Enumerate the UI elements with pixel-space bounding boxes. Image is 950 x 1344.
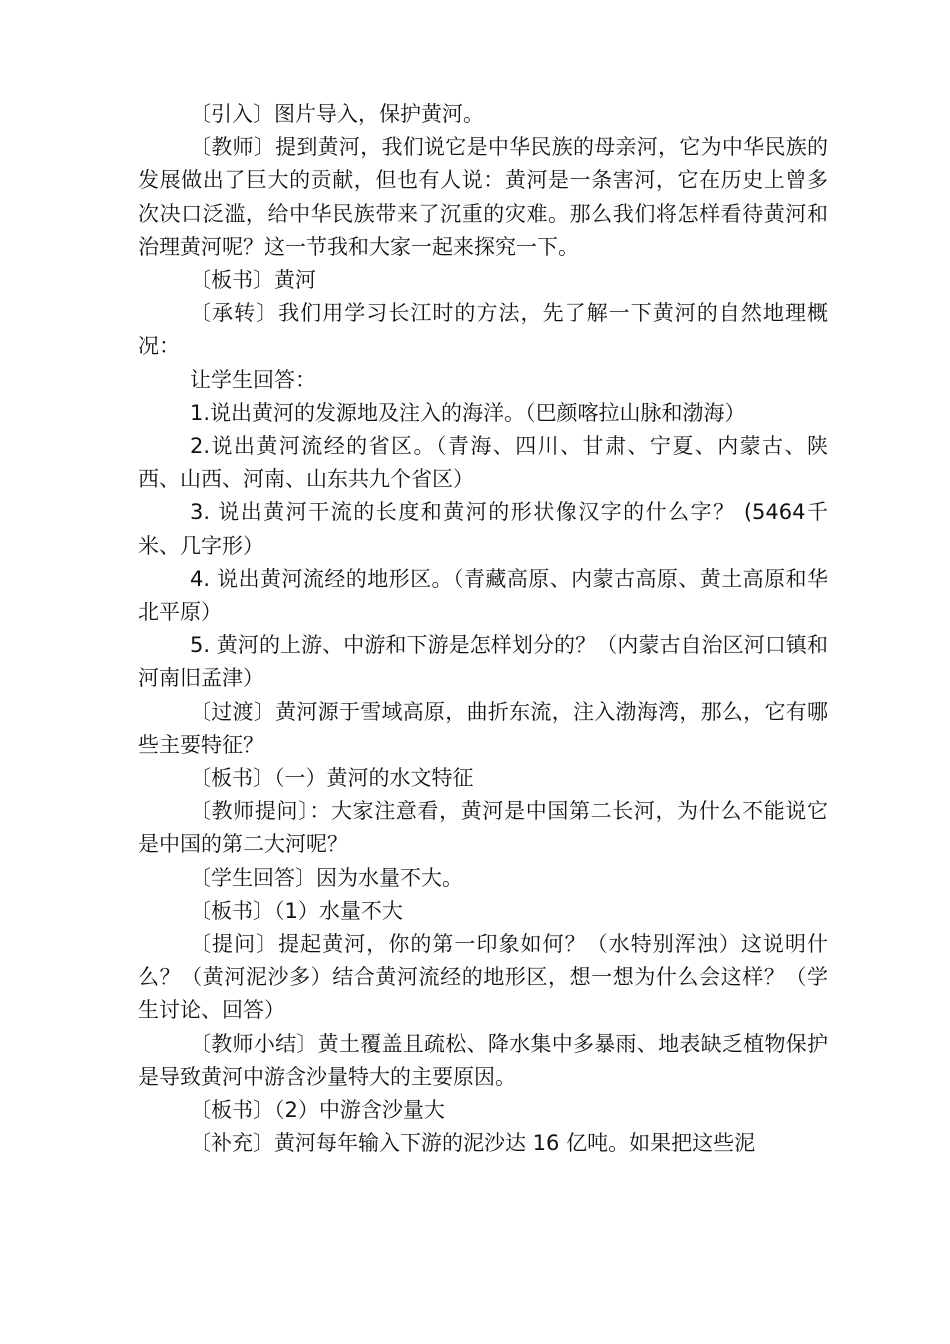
paragraph-student-reply: 〔学生回答〕因为水量不大。 bbox=[190, 865, 463, 890]
paragraph-intro: 〔引入〕图片导入，保护黄河。 bbox=[190, 102, 484, 126]
paragraph-board-water-volume: 〔板书〕（1）水量不大 bbox=[190, 898, 403, 923]
paragraph-teacher-intro: 〔教师〕提到黄河，我们说它是中华民族的母亲河，它为中华民族的发展做出了巨大的贡献，但也有人说：黄河是一条害河，它在历史上曾多次决口泛滥，给中华民族带来了沉重的灾难。那么我们将怎样看待黄河和治理黄河呢？这一节我和大家一起来探究一下。 bbox=[138, 135, 828, 259]
paragraph-student-answer-prompt: 让学生回答： bbox=[190, 367, 316, 392]
question-2: 2.说出黄河流经的省区。（青海、四川、甘肃、宁夏、内蒙古、陕西、山西、河南、山东共九个省区） bbox=[138, 434, 828, 492]
lesson-text bbox=[138, 98, 828, 1161]
paragraph-board-hydrology: 〔板书〕（一）黄河的水文特征 bbox=[190, 766, 474, 791]
paragraph-transition: 〔承转〕我们用学习长江时的方法，先了解一下黄河的自然地理概况： bbox=[138, 301, 828, 359]
question-4: 4. 说出黄河流经的地形区。（青藏高原、内蒙古高原、黄土高原和华北平原） bbox=[138, 566, 828, 625]
paragraph-supplement: 〔补充〕黄河每年输入下游的泥沙达 16 亿吨。如果把这些泥 bbox=[190, 1131, 756, 1156]
question-1: 1.说出黄河的发源地及注入的海洋。（巴颜喀拉山脉和渤海） bbox=[190, 400, 746, 425]
paragraph-board-sediment: 〔板书〕（2）中游含沙量大 bbox=[190, 1098, 445, 1123]
question-5: 5. 黄河的上游、中游和下游是怎样划分的？（内蒙古自治区河口镇和河南旧孟津） bbox=[138, 633, 828, 691]
question-3: 3. 说出黄河干流的长度和黄河的形状像汉字的什么字？ (5464千米、几字形） bbox=[138, 500, 828, 558]
paragraph-teacher-summary: 〔教师小结〕黄土覆盖且疏松、降水集中多暴雨、地表缺乏植物保护是导致黄河中游含沙量特大的主要原因。 bbox=[138, 1031, 828, 1089]
paragraph-question-sediment: 〔提问〕提起黄河，你的第一印象如何？（水特别浑浊）这说明什么？（黄河泥沙多）结合黄河流经的地形区，想一想为什么会这样？（学生讨论、回答） bbox=[138, 932, 828, 1023]
paragraph-board-title: 〔板书〕黄河 bbox=[190, 268, 316, 293]
paragraph-teacher-question: 〔教师提问〕：大家注意看，黄河是中国第二长河，为什么不能说它是中国的第二大河呢？ bbox=[138, 799, 828, 857]
paragraph-transition-2: 〔过渡〕黄河源于雪域高原，曲折东流，注入渤海湾，那么，它有哪些主要特征？ bbox=[138, 699, 828, 757]
